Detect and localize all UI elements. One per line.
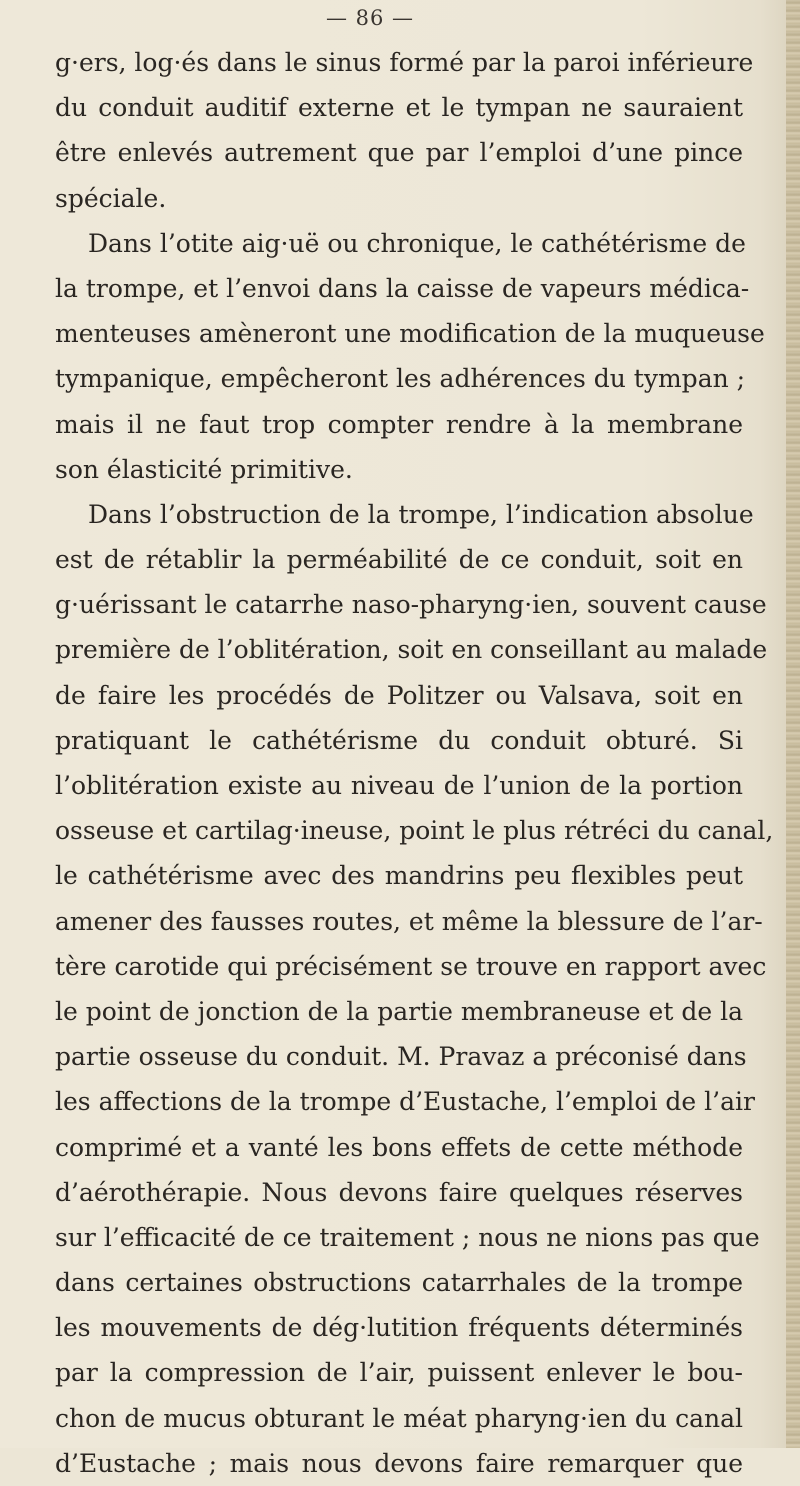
text-line: spéciale. (55, 183, 167, 213)
text-line: par la compression de l’air, puissent enlever le bou- (55, 1358, 743, 1388)
text-line: g·uérissant le catarrhe naso-pharyng·ien, souvent cause (55, 590, 767, 620)
text-line: d’aérothérapie. Nous devons faire quelques réserves (55, 1177, 743, 1207)
text-line: les mouvements de dég·lutition fréquents déterminés (55, 1313, 743, 1343)
text-line: la trompe, et l’envoi dans la caisse de vapeurs médica- (55, 273, 750, 303)
text-line: g·ers, log·és dans le sinus formé par la paroi inférieure (55, 48, 754, 77)
text-line: de faire les procédés de Politzer ou Valsava, soit en (55, 680, 743, 710)
text-line: osseuse et cartilag·ineuse, point le plus rétréci du canal, (55, 816, 774, 846)
text-line: comprimé et a vanté les bons effets de cette méthode (55, 1132, 743, 1162)
text-line: les affections de la trompe d’Eustache, l’emploi de l’air (55, 1087, 755, 1117)
page-number: — 86 — (325, 6, 415, 30)
text-line: est de rétablir la perméabilité de ce conduit, soit en (55, 545, 743, 575)
text-line: tère carotide qui précisément se trouve en rapport avec (55, 951, 767, 981)
page-binding-edge (786, 0, 800, 1448)
text-line: tympanique, empêcheront les adhérences du tympan ; (55, 364, 746, 394)
text-line: pratiquant le cathétérisme du conduit obturé. Si (55, 725, 743, 755)
text-line: Dans l’otite aig·uë ou chronique, le cathétérisme de (88, 228, 746, 258)
text-line: chon de mucus obturant le méat pharyng·ien du canal (55, 1403, 743, 1433)
text-line: partie osseuse du conduit. M. Pravaz a préconisé dans (55, 1042, 747, 1072)
text-line: première de l’oblitération, soit en conseillant au malade (55, 635, 768, 665)
text-line: le cathétérisme avec des mandrins peu flexibles peut (55, 861, 743, 891)
text-line: son élasticité primitive. (55, 454, 353, 484)
text-line: du conduit auditif externe et le tympan ne sauraient (55, 93, 743, 123)
text-line: l’oblitération existe au niveau de l’union de la portion (55, 771, 743, 800)
text-line: d’Eustache ; mais nous devons faire remarquer que (55, 1448, 743, 1478)
text-line: le point de jonction de la partie membraneuse et de la (55, 996, 743, 1026)
text-line: être enlevés autrement que par l’emploi d’une pince (55, 138, 743, 168)
text-line: mais il ne faut trop compter rendre à la membrane (55, 409, 743, 439)
text-line: amener des fausses routes, et même la blessure de l’ar- (55, 906, 763, 936)
body-text (55, 40, 774, 1486)
text-line: Dans l’obstruction de la trompe, l’indication absolue (88, 499, 754, 529)
text-line: sur l’efficacité de ce traitement ; nous ne nions pas que (55, 1222, 760, 1252)
text-line: dans certaines obstructions catarrhales de la trompe (55, 1268, 743, 1298)
text-line: menteuses amèneront une modification de la muqueuse (55, 319, 765, 349)
